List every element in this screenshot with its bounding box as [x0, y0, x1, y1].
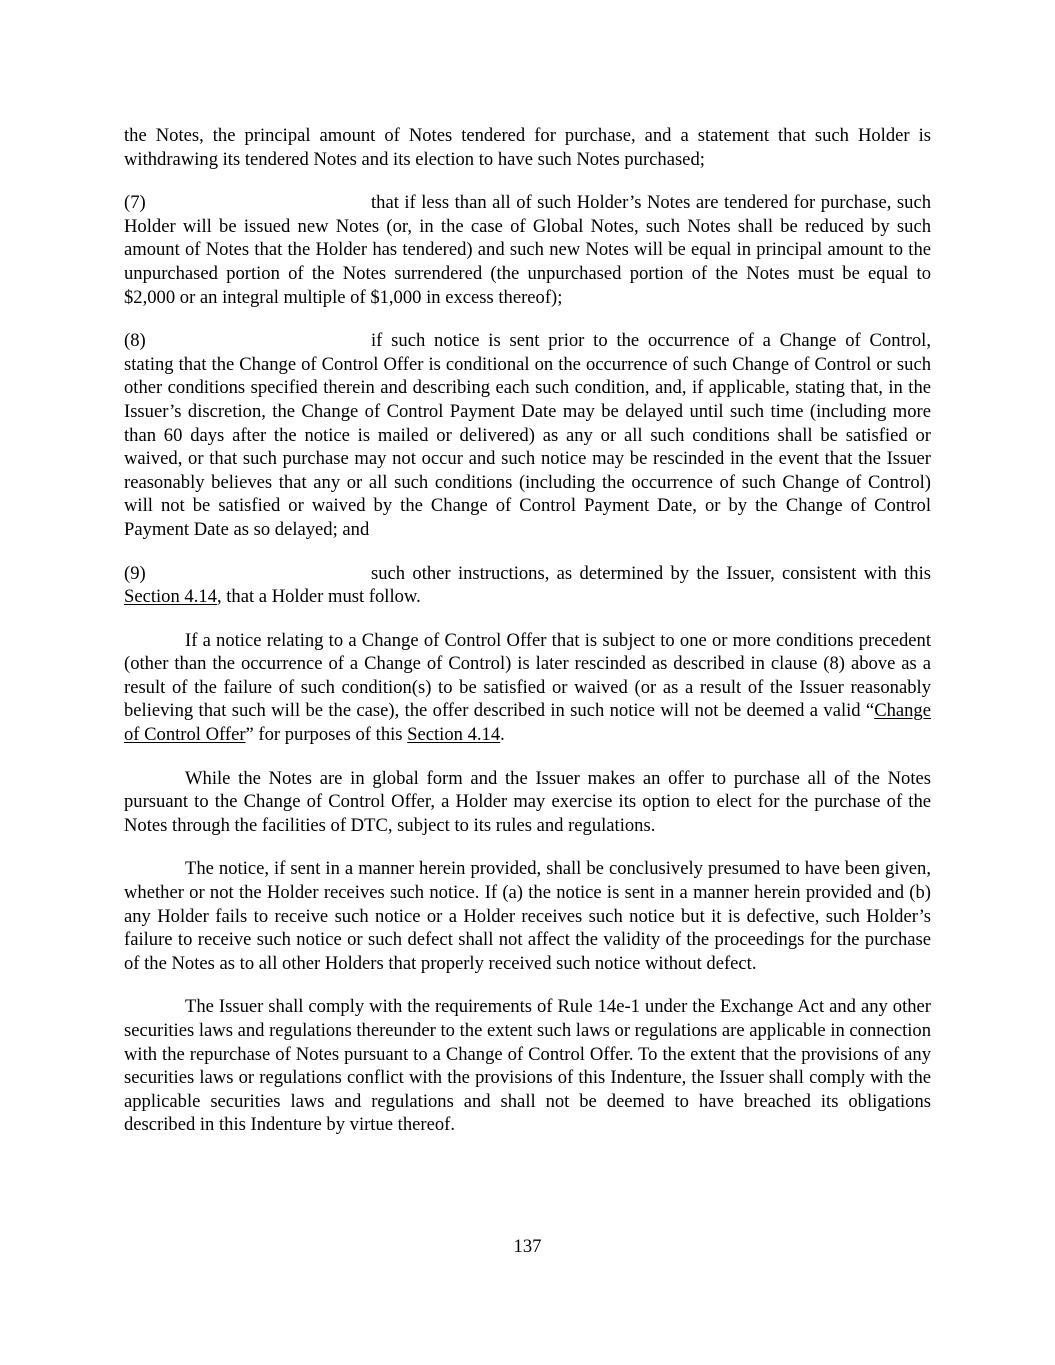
rescinded-text-middle: ” for purposes of this [245, 724, 408, 746]
clause-9-number: (9) [124, 562, 146, 584]
clause-9-text-before: such other instructions, as determined by the Issuer, consistent with this [371, 562, 931, 584]
notice-presumption-paragraph: The notice, if sent in a manner herein provided, shall be conclusively presumed to have been given, whether or not the Holder receives such notice. If (a) the notice is sent in a manner herein provided and (b) any Holder fails to receive such notice or a Holder receives such notice but it is defective, such Holder’s failure to receive such notice or such defect shall not affect the validity of the proceedings for the purchase of the Notes as to all other Holders that properly received such notice without defect. [124, 858, 931, 974]
rule-14e-1-paragraph: The Issuer shall comply with the requirements of Rule 14e-1 under the Exchange Act and any other securities laws and regulations thereunder to the extent such laws or regulations are applicable in connection with the repurchase of Notes pursuant to a Change of Control Offer. To the extent that the provisions of any securities laws or regulations conflict with the provisions of this Indenture, the Issuer shall comply with the applicable securities laws and regulations and shall not be deemed to have breached its obligations described in this Indenture by virtue thereof. [124, 996, 932, 1136]
clause-9 [124, 562, 931, 609]
clause-7-text: that if less than all of such Holder’s Notes are tendered for purchase, such Holder will be issued new Notes (or, in the case of Global Notes, such Notes shall be reduced by such amount of Notes that the Holder has tendered) and such new Notes will be equal in principal amount to the unpurchased portion of the Notes surrendered (the unpurchased portion of the Notes must be equal to $2,000 or an integral multiple of $1,000 in excess thereof); [124, 192, 931, 308]
rescinded-text-before: If a notice relating to a Change of Control Offer that is subject to one or more conditions precedent (other than the occurrence of a Change of Control) is later rescinded as described in clause (8) above as a result of the failure of such condition(s) to be satisfied or waived (or as a result of the Issuer reasonably believing that such will be the case), the offer described in such notice will not be deemed a valid “ [124, 629, 931, 722]
rescinded-text-after: . [500, 724, 505, 746]
global-form-paragraph: While the Notes are in global form and the Issuer makes an offer to purchase all of the Notes pursuant to the Change of Control Offer, a Holder may exercise its option to elect for the purchase of the Notes through the facilities of DTC, subject to its rules and regulations. [124, 767, 931, 836]
clause-7-number: (7) [124, 192, 146, 214]
section-reference-link[interactable]: Section 4.14 [407, 724, 501, 746]
clause-8-number: (8) [124, 330, 146, 352]
defined-term-change-of-control-offer: Change of Control Offer [124, 700, 931, 746]
page-number: 137 [513, 1236, 542, 1257]
section-reference-link[interactable]: Section 4.14 [124, 586, 217, 608]
clause-9-text-after: , that a Holder must follow. [216, 586, 421, 608]
clause-8-text: if such notice is sent prior to the occurrence of a Change of Control, stating that the Change of Control Offer is conditional on the occurrence of such Change of Control or such other conditions specified therein and describing each such condition, and, if applicable, stating that, in the Issuer’s discretion, the Change of Control Payment Date may be delayed until such time (including more than 60 days after the notice is mailed or delivered) as any or all such conditions shall be satisfied or waived, or that such purchase may not occur and such notice may be rescinded in the event that the Issuer reasonably believes that any or all such conditions (including the occurrence of such Change of Control) will not be satisfied or waived by the Change of Control Payment Date, or by the Change of Control Payment Date as so delayed; and [124, 330, 931, 540]
rescinded-notice-paragraph [124, 629, 931, 747]
clause-8 [124, 329, 931, 541]
clause-7 [124, 191, 931, 309]
document-page [124, 124, 931, 1157]
continuation-paragraph: the Notes, the principal amount of Notes tendered for purchase, and a statement that such Holder is withdrawing its tendered Notes and its election to have such Notes purchased; [124, 125, 931, 170]
